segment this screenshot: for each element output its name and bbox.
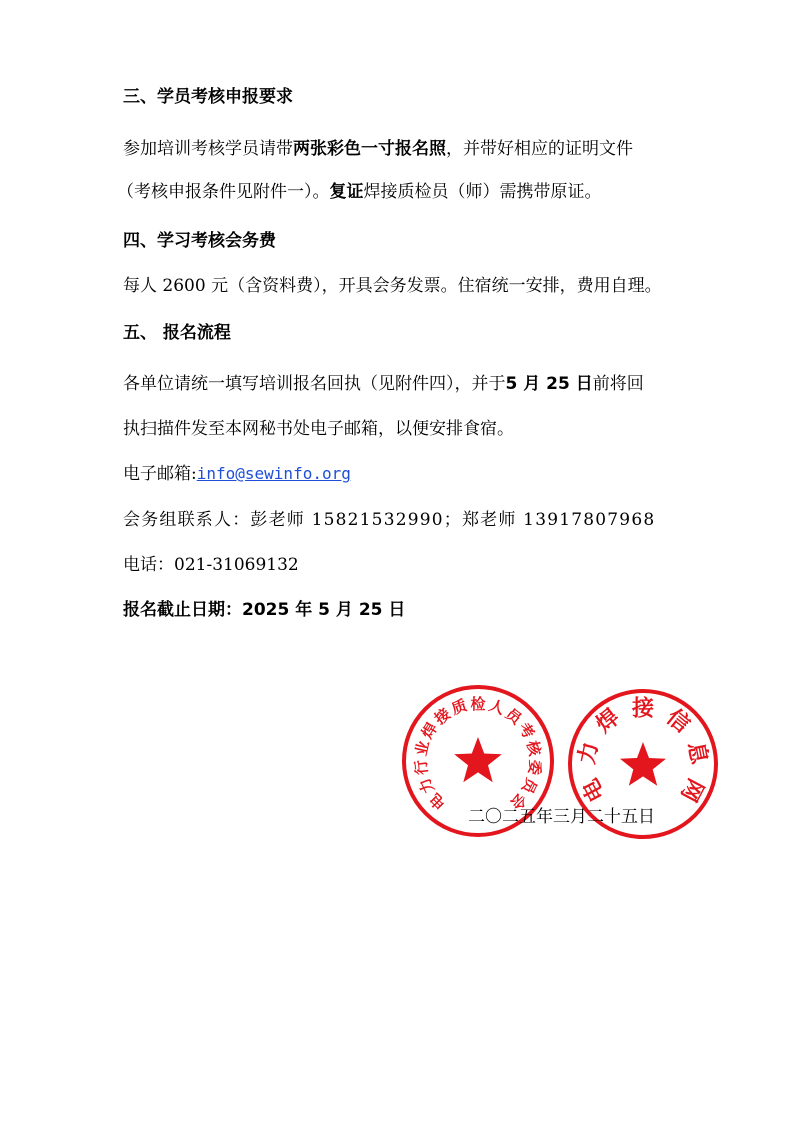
seal-char: 焊 [591,704,625,739]
seal-char: 员 [502,704,525,729]
contact-line: 会务组联系人：彭老师 15821532990；郑老师 13917807968 [123,510,656,530]
emphasis-date: 5 月 25 日 [505,374,593,394]
emphasis: 两张彩色一寸报名照 [293,139,446,159]
section4-heading: 四、学习考核会务费 [123,231,276,251]
seal-char: 电 [578,774,611,806]
seal-char: 核 [523,738,545,758]
text: 前将回 [592,374,644,394]
seal-char: 息 [682,739,712,767]
seal-char: 焊 [418,719,442,742]
phone-line: 电话：021-31069132 [123,555,299,575]
section4-text: 每人 2600 元（含资料费），开具会务发票。住宿统一安排，费用自理。 [123,276,662,296]
email-label: 电子邮箱: [123,464,197,484]
email-link[interactable]: info@sewinfo.org [196,464,351,483]
seal-char: 力 [415,775,438,797]
seal-char: 力 [574,739,604,767]
seal-char: 质 [449,696,470,719]
text: 参加培训考核学员请带 [123,139,293,159]
text: 各单位请统一填写培训报名回执（见附件四），并于 [123,374,506,394]
emphasis: 复证 [329,182,364,202]
deadline: 报名截止日期：2025 年 5 月 25 日 [123,600,406,620]
section5-paragraph-line1 [123,373,644,395]
seal-char: 员 [518,775,541,797]
star-icon [454,737,502,782]
seal-char: 会 [506,789,530,813]
seal-char: 电 [426,789,450,813]
text: 焊接质检员（师）需携带原证。 [363,182,602,202]
seal-char: 检 [470,695,486,713]
seal-char: 接 [631,696,655,722]
seal-char: 网 [675,774,708,806]
section3-paragraph-line2 [117,181,602,203]
section3-paragraph-line1 [123,138,633,160]
seal-char: 考 [514,719,538,742]
seal-char: 业 [411,738,433,758]
seal-char: 人 [486,696,507,719]
text: （考核申报条件见附件一）。 [117,182,330,202]
section3-heading: 三、学员考核申报要求 [123,87,293,107]
email-line [123,463,351,485]
seal-char: 委 [524,758,545,776]
issue-date: 二〇二五年三月二十五日 [468,807,655,827]
section5-heading: 五、 报名流程 [123,323,231,343]
text: ，并带好相应的证明文件 [446,139,633,159]
seal-char: 接 [431,704,454,729]
seal-char: 信 [661,704,695,739]
section5-paragraph-line2: 执扫描件发至本网秘书处电子邮箱，以便安排食宿。 [123,419,514,439]
seal-char: 行 [411,758,432,776]
star-icon [620,742,666,786]
